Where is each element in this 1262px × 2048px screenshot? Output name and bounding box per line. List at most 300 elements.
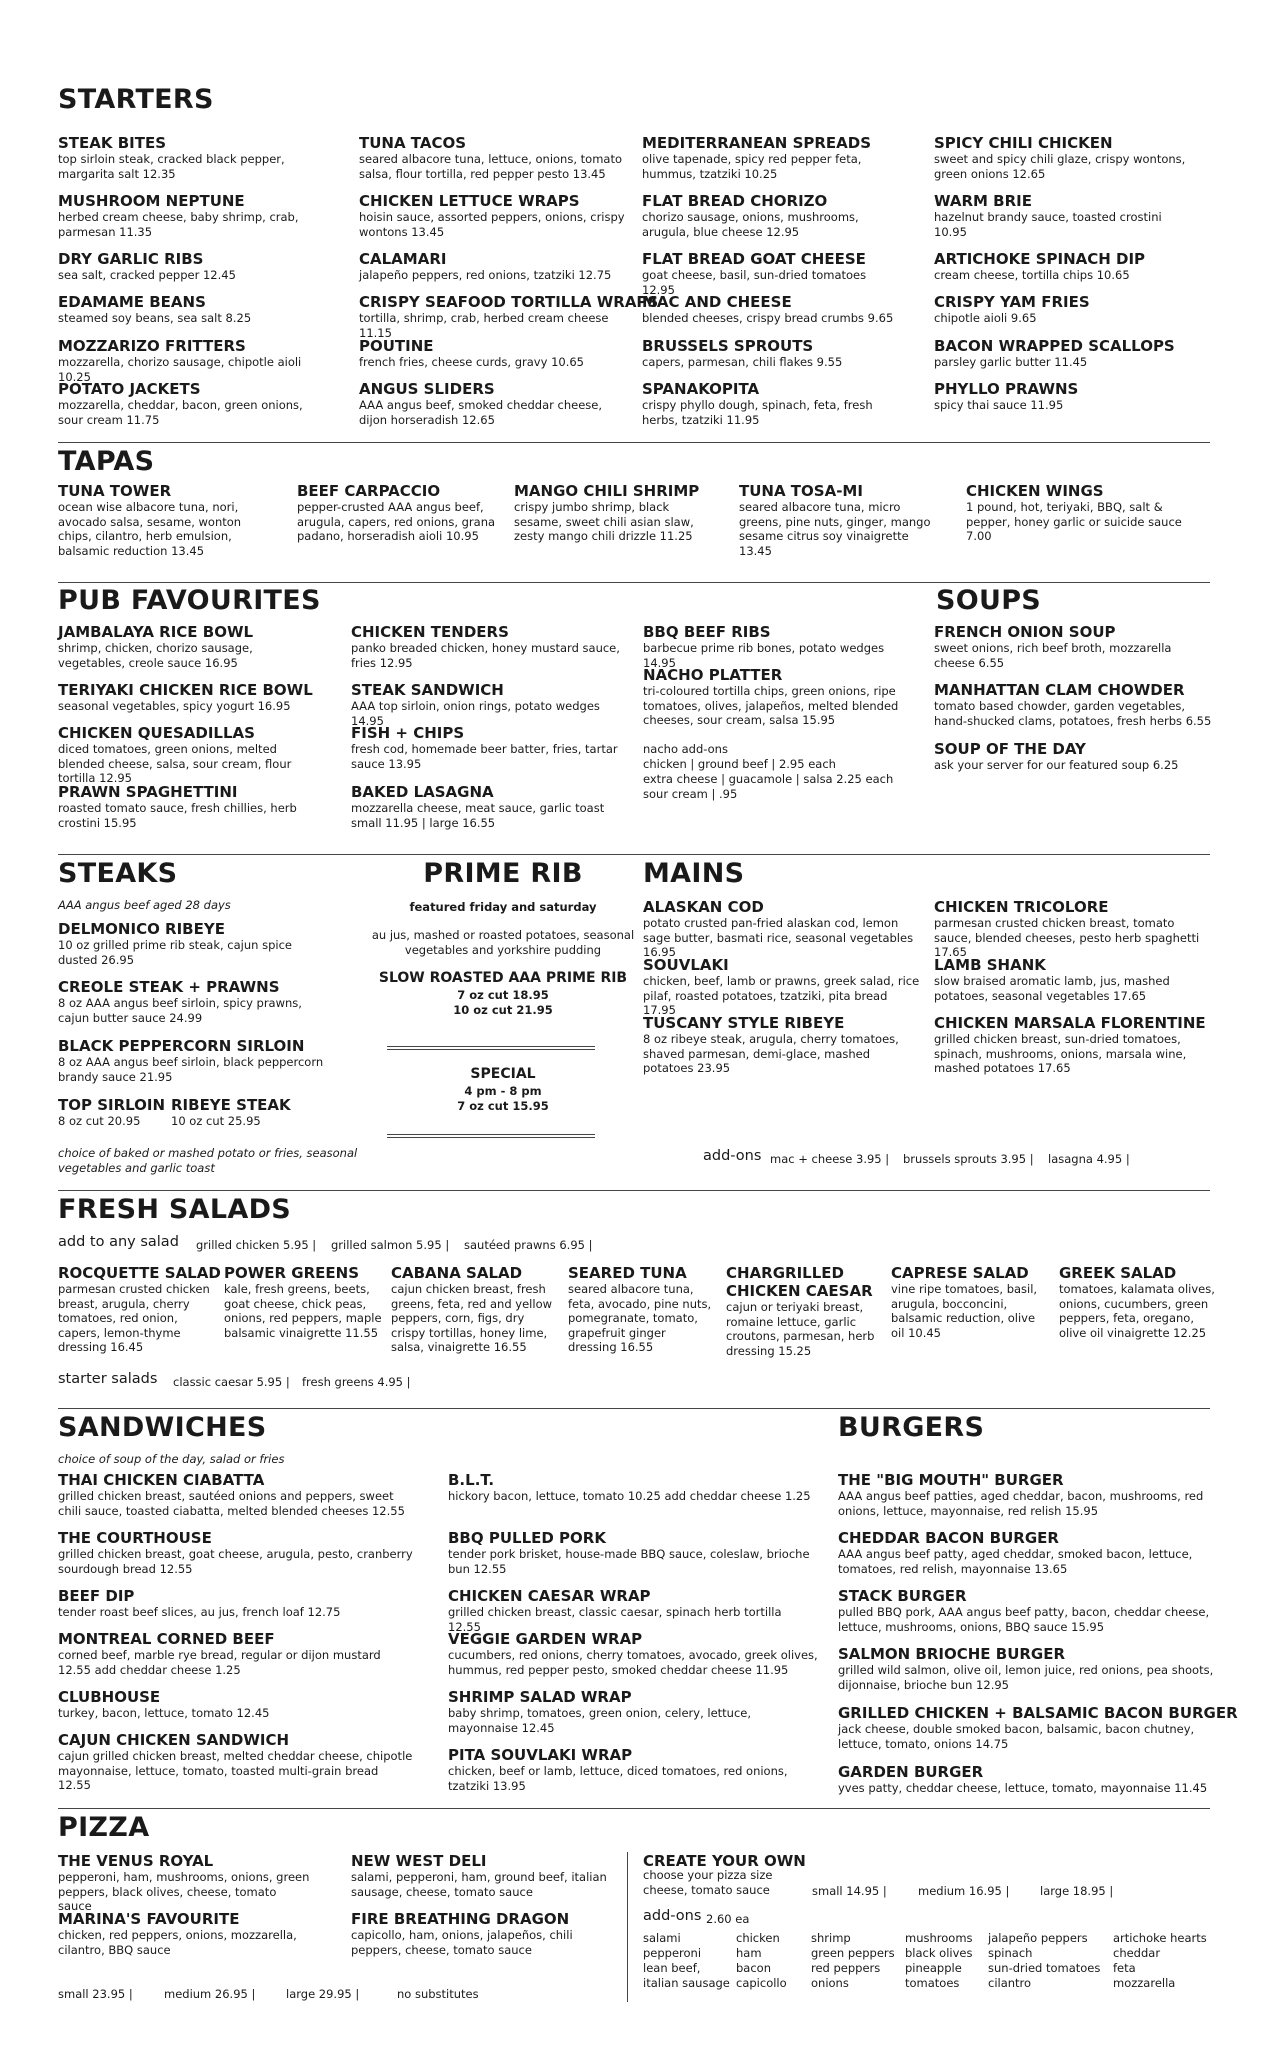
prime-rib-desc: au jus, mashed or roasted potatoes, seasonal vegetables and yorkshire pudding (371, 928, 635, 957)
main-item (934, 956, 1214, 1003)
starter-item (934, 337, 1189, 370)
item-description: sweet and spicy chili glaze, crispy wontons, green onions 12.65 (934, 152, 1186, 181)
item-name: SPICY CHILI CHICKEN (934, 134, 1113, 152)
salad-item (58, 1264, 221, 1355)
main-item (934, 898, 1214, 960)
main-item (643, 956, 923, 1018)
pizza-addons-label: add-ons (643, 1908, 702, 1924)
item-name: CREOLE STEAK + PRAWNS (58, 978, 280, 996)
main-item (934, 1014, 1214, 1076)
topping-item: tomatoes (905, 1976, 960, 1990)
salad-item (1059, 1264, 1219, 1340)
pizza-size-small: small 23.95 | (58, 1987, 133, 2001)
divider (58, 582, 1210, 583)
starter-item (359, 293, 659, 340)
starter-item (359, 134, 629, 181)
item-description: parmesan crusted chicken breast, tomato sauce, blended cheeses, pesto herb spaghetti 17.65 (934, 916, 1200, 959)
item-description: shrimp, chicken, chorizo sausage, vegetables, creole sauce 16.95 (58, 641, 253, 670)
prime-rib-cut: 7 oz cut 18.95 (457, 988, 549, 1002)
section-title-salads: FRESH SALADS (58, 1194, 292, 1225)
steak-item (58, 978, 328, 1025)
item-description: fresh cod, homemade beer batter, fries, tartar sauce 13.95 (351, 742, 618, 771)
topping-item: pepperoni (643, 1946, 702, 1960)
item-name: RIBEYE STEAK (171, 1096, 291, 1114)
pub-item (351, 724, 621, 771)
item-description: spicy thai sauce 11.95 (934, 398, 1064, 412)
item-description: parmesan crusted chicken breast, arugula, cherry tomatoes, red onion, capers, lemon-thyme dressing 16.45 (58, 1282, 210, 1354)
item-description: hoisin sauce, assorted peppers, onions, crispy wontons 13.45 (359, 210, 625, 239)
sandwich-item (448, 1471, 818, 1504)
item-description: french fries, cheese curds, gravy 10.65 (359, 355, 584, 369)
item-description: 8 oz AAA angus beef sirloin, black peppercorn brandy sauce 21.95 (58, 1055, 324, 1084)
topping-item: sun-dried tomatoes (988, 1961, 1101, 1975)
divider (58, 1408, 1210, 1409)
sandwich-item (58, 1688, 413, 1721)
main-item (643, 898, 923, 960)
item-name: BAKED LASAGNA (351, 783, 494, 801)
burger-item (838, 1763, 1218, 1796)
item-name: MUSHROOM NEPTUNE (58, 192, 245, 210)
item-description: cucumbers, red onions, cherry tomatoes, avocado, greek olives, hummus, red pepper pesto, smoked cheddar cheese 11.95 (448, 1648, 818, 1677)
item-description: tortilla, shrimp, crab, herbed cream cheese 11.15 (359, 311, 609, 340)
create-your-own-desc: choose your pizza size cheese, tomato sauce (643, 1868, 773, 1897)
item-description: tender pork brisket, house-made BBQ sauce, coleslaw, brioche bun 12.55 (448, 1547, 810, 1576)
item-name: CAJUN CHICKEN SANDWICH (58, 1731, 290, 1749)
item-description: cream cheese, tortilla chips 10.65 (934, 268, 1130, 282)
item-name: POTATO JACKETS (58, 380, 201, 398)
topping-item: onions (811, 1976, 849, 1990)
item-description: 10 oz cut 25.95 (171, 1114, 261, 1128)
item-description: slow braised aromatic lamb, jus, mashed potatoes, seasonal vegetables 17.65 (934, 974, 1170, 1003)
item-description: seared albacore tuna, feta, avocado, pine nuts, pomegranate, tomato, grapefruit ginger dressing 16.55 (568, 1282, 712, 1354)
addon-mac-cheese: mac + cheese 3.95 | (770, 1152, 890, 1166)
item-description: pepper-crusted AAA angus beef, arugula, capers, red onions, grana padano, horseradish aioli 10.95 (297, 500, 496, 543)
starter-salads-label: starter salads (58, 1371, 158, 1387)
prime-rib-title: SLOW ROASTED AAA PRIME RIB (378, 970, 628, 986)
topping-item: chicken (736, 1931, 780, 1945)
divider (387, 1134, 595, 1135)
starter-item (642, 337, 897, 370)
item-description: crispy jumbo shrimp, black sesame, sweet chili asian slaw, zesty mango chili drizzle 11.25 (514, 500, 694, 543)
create-your-own-title: CREATE YOUR OWN (643, 1852, 806, 1870)
item-name: CHICKEN MARSALA FLORENTINE (934, 1014, 1206, 1032)
item-description: barbecue prime rib bones, potato wedges 14.95 (643, 641, 885, 670)
tapas-item (514, 482, 719, 544)
item-description: ask your server for our featured soup 6.25 (934, 758, 1179, 772)
starter-item (934, 134, 1189, 181)
vertical-divider (627, 1852, 628, 2002)
sandwich-item (58, 1731, 413, 1793)
tapas-item (297, 482, 502, 544)
item-description: grilled chicken breast, goat cheese, arugula, pesto, cranberry sourdough bread 12.55 (58, 1547, 413, 1576)
steak-item (58, 1096, 178, 1129)
item-description: 8 oz AAA angus beef sirloin, spicy prawns, cajun butter sauce 24.99 (58, 996, 302, 1025)
section-title-soups: SOUPS (936, 585, 1042, 616)
item-name: DELMONICO RIBEYE (58, 920, 225, 938)
item-description: grilled chicken breast, classic caesar, spinach herb tortilla 12.55 (448, 1605, 782, 1634)
item-name: THE COURTHOUSE (58, 1529, 212, 1547)
topping-item: mushrooms (905, 1931, 973, 1945)
section-title-pizza: PIZZA (58, 1812, 150, 1843)
sandwich-item (58, 1630, 413, 1677)
pizza-size-medium: medium 26.95 | (164, 1987, 256, 2001)
topping-item: black olives (905, 1946, 973, 1960)
item-description: hazelnut brandy sauce, toasted crostini 10.95 (934, 210, 1162, 239)
starter-item (58, 380, 313, 427)
divider (387, 1137, 595, 1138)
steak-item (58, 920, 328, 967)
pizza-item (58, 1852, 313, 1914)
item-description: chicken, red peppers, onions, mozzarella, cilantro, BBQ sauce (58, 1928, 297, 1957)
tapas-item (739, 482, 944, 558)
salad-addon-salmon: grilled salmon 5.95 | (331, 1238, 450, 1252)
divider (58, 1190, 1210, 1191)
item-name: STACK BURGER (838, 1587, 967, 1605)
section-title-prime: PRIME RIB (423, 858, 583, 889)
pub-item (643, 666, 918, 728)
item-description: cajun grilled chicken breast, melted cheddar cheese, chipotle mayonnaise, lettuce, tomato, toasted multi-grain bread 12.55 (58, 1749, 413, 1792)
item-name: ROCQUETTE SALAD (58, 1264, 221, 1282)
steak-item (58, 1037, 328, 1084)
item-name: GRILLED CHICKEN + BALSAMIC BACON BURGER (838, 1704, 1238, 1722)
item-description: diced tomatoes, green onions, melted blended cheese, salsa, sour cream, flour tortilla 12.95 (58, 742, 292, 785)
starter-item (934, 380, 1189, 413)
pizza-size-large: large 29.95 | (286, 1987, 360, 2001)
tapas-item (966, 482, 1206, 544)
item-name: WARM BRIE (934, 192, 1032, 210)
item-description: capers, parmesan, chili flakes 9.55 (642, 355, 843, 369)
starter-item (58, 337, 313, 384)
starter-item (58, 293, 313, 326)
item-description: grilled wild salmon, olive oil, lemon juice, red onions, pea shoots, dijonnaise, brioche bun 12.95 (838, 1663, 1214, 1692)
burger-item (838, 1587, 1218, 1634)
item-name: TUNA TACOS (359, 134, 467, 152)
item-description: jalapeño peppers, red onions, tzatziki 12.75 (359, 268, 612, 282)
item-name: NEW WEST DELI (351, 1852, 487, 1870)
item-name: FRENCH ONION SOUP (934, 623, 1116, 641)
item-name: CHICKEN TENDERS (351, 623, 509, 641)
item-description: cajun or teriyaki breast, romaine lettuce, garlic croutons, parmesan, herb dressing 15.25 (726, 1300, 875, 1358)
item-description: capicollo, ham, onions, jalapeños, chili peppers, cheese, tomato sauce (351, 1928, 573, 1957)
topping-item: mozzarella (1113, 1976, 1176, 1990)
special-title: SPECIAL (470, 1066, 536, 1082)
sandwich-item (448, 1746, 818, 1793)
section-title-mains: MAINS (643, 858, 745, 889)
item-name: BBQ BEEF RIBS (643, 623, 771, 641)
item-description: mozzarella, chorizo sausage, chipotle aioli 10.25 (58, 355, 302, 384)
item-description: cajun chicken breast, fresh greens, feta, red and yellow peppers, corn, figs, dry crispy tortillas, honey lime, salsa, vinaigrette 16.55 (391, 1282, 553, 1354)
item-name: LAMB SHANK (934, 956, 1046, 974)
salad-addon-chicken: grilled chicken 5.95 | (196, 1238, 317, 1252)
soup-item (934, 740, 1214, 773)
sandwich-item (58, 1529, 413, 1576)
salad-item (726, 1264, 886, 1358)
item-description: salami, pepperoni, ham, ground beef, italian sausage, cheese, tomato sauce (351, 1870, 607, 1899)
item-name: MAC AND CHEESE (642, 293, 792, 311)
sandwich-item (58, 1471, 413, 1518)
item-name: MEDITERRANEAN SPREADS (642, 134, 872, 152)
item-description: pulled BBQ pork, AAA angus beef patty, bacon, cheddar cheese, lettuce, mushrooms, onions, BBQ sauce 15.95 (838, 1605, 1210, 1634)
item-name: CHICKEN TRICOLORE (934, 898, 1109, 916)
item-name: CHICKEN CAESAR WRAP (448, 1587, 651, 1605)
addon-lasagna: lasagna 4.95 | (1048, 1152, 1130, 1166)
starter-item (642, 192, 897, 239)
pub-item (351, 681, 621, 728)
item-name: FLAT BREAD CHORIZO (642, 192, 828, 210)
item-description: parsley garlic butter 11.45 (934, 355, 1088, 369)
item-description: kale, fresh greens, beets, goat cheese, chick peas, onions, red peppers, maple balsamic vinaigrette 11.55 (224, 1282, 382, 1340)
pub-item (351, 623, 621, 670)
salad-item (568, 1264, 718, 1355)
special-cut: 7 oz cut 15.95 (457, 1099, 549, 1113)
item-description: mozzarella, cheddar, bacon, green onions, sour cream 11.75 (58, 398, 303, 427)
item-name: FLAT BREAD GOAT CHEESE (642, 250, 866, 268)
item-name: GREEK SALAD (1059, 1264, 1177, 1282)
starter-item (359, 337, 629, 370)
starter-item (58, 250, 313, 283)
item-description: tri-coloured tortilla chips, green onions, ripe tomatoes, olives, jalapeños, melted blended cheeses, sour cream, salsa 15.95 (643, 684, 899, 727)
item-name: PRAWN SPAGHETTINI (58, 783, 238, 801)
item-name: MANHATTAN CLAM CHOWDER (934, 681, 1185, 699)
item-name: PITA SOUVLAKI WRAP (448, 1746, 633, 1764)
pizza-build-large: large 18.95 | (1040, 1884, 1114, 1898)
section-title-sandwiches: SANDWICHES (58, 1412, 267, 1443)
tapas-item (58, 482, 263, 558)
item-description: blended cheeses, crispy bread crumbs 9.65 (642, 311, 894, 325)
divider (58, 442, 1210, 443)
addons-label: add-ons (703, 1148, 762, 1164)
sandwich-item (448, 1587, 818, 1634)
topping-item: bacon (736, 1961, 771, 1975)
pub-item (58, 623, 323, 670)
starter-item (359, 192, 629, 239)
item-name: FISH + CHIPS (351, 724, 465, 742)
burger-item (838, 1645, 1218, 1692)
divider (387, 1049, 595, 1050)
item-description: vine ripe tomatoes, basil, arugula, bocconcini, balsamic reduction, olive oil 10.45 (891, 1282, 1038, 1340)
item-name: TUSCANY STYLE RIBEYE (643, 1014, 845, 1032)
item-name: ALASKAN COD (643, 898, 764, 916)
item-name: TUNA TOSA-MI (739, 482, 863, 500)
item-name: SHRIMP SALAD WRAP (448, 1688, 632, 1706)
item-name: TOP SIRLOIN (58, 1096, 166, 1114)
addon-brussels: brussels sprouts 3.95 | (903, 1152, 1034, 1166)
item-name: CHEDDAR BACON BURGER (838, 1529, 1059, 1547)
starter-item (58, 192, 313, 239)
item-name: CHICKEN QUESADILLAS (58, 724, 255, 742)
item-description: herbed cream cheese, baby shrimp, crab, parmesan 11.35 (58, 210, 299, 239)
nacho-addon-line: chicken | ground beef | 2.95 each (643, 757, 836, 771)
starter-salad-caesar: classic caesar 5.95 | (173, 1375, 290, 1389)
salad-item (391, 1264, 556, 1355)
topping-item: capicollo (736, 1976, 787, 1990)
item-name: FIRE BREATHING DRAGON (351, 1910, 570, 1928)
topping-item: cilantro (988, 1976, 1032, 1990)
salad-addons-label: add to any salad (58, 1234, 179, 1250)
topping-item: salami (643, 1931, 681, 1945)
item-name: CLUBHOUSE (58, 1688, 161, 1706)
topping-item: feta (1113, 1961, 1136, 1975)
item-description: corned beef, marble rye bread, regular or dijon mustard 12.55 add cheddar cheese 1.25 (58, 1648, 381, 1677)
pub-item (58, 681, 323, 714)
item-description: tender roast beef slices, au jus, french loaf 12.75 (58, 1605, 341, 1619)
item-description: tomato based chowder, garden vegetables, hand-shucked clams, potatoes, fresh herbs 6.55 (934, 699, 1212, 728)
item-description: chicken, beef, lamb or prawns, greek salad, rice pilaf, roasted potatoes, tzatziki, pita bread 17.95 (643, 974, 920, 1017)
sandwich-item (58, 1587, 413, 1620)
pizza-no-substitutes: no substitutes (397, 1987, 479, 2001)
pizza-item (351, 1852, 626, 1899)
item-description: crispy phyllo dough, spinach, feta, fresh herbs, tzatziki 11.95 (642, 398, 873, 427)
pub-item (351, 783, 621, 830)
item-name: NACHO PLATTER (643, 666, 783, 684)
topping-item: artichoke hearts (1113, 1931, 1207, 1945)
pizza-build-medium: medium 16.95 | (918, 1884, 1010, 1898)
item-name: EDAMAME BEANS (58, 293, 206, 311)
pizza-item (58, 1910, 313, 1957)
item-name: CHICKEN LETTUCE WRAPS (359, 192, 580, 210)
main-item (643, 1014, 923, 1076)
burger-item (838, 1529, 1218, 1576)
topping-item: lean beef, (643, 1961, 701, 1975)
item-name: CALAMARI (359, 250, 447, 268)
item-name: ARTICHOKE SPINACH DIP (934, 250, 1146, 268)
item-description: potato crusted pan-fried alaskan cod, lemon sage butter, basmati rice, seasonal vegetables 16.95 (643, 916, 914, 959)
topping-item: spinach (988, 1946, 1033, 1960)
item-description: 8 oz ribeye steak, arugula, cherry tomatoes, shaved parmesan, demi-glace, mashed potatoes 23.95 (643, 1032, 899, 1075)
item-description: chicken, beef or lamb, lettuce, diced tomatoes, red onions, tzatziki 13.95 (448, 1764, 788, 1793)
nacho-addon-line: extra cheese | guacamole | salsa 2.25 each (643, 772, 894, 786)
divider (58, 854, 1210, 855)
item-name: TUNA TOWER (58, 482, 172, 500)
topping-item: red peppers (811, 1961, 881, 1975)
item-description: seasonal vegetables, spicy yogurt 16.95 (58, 699, 291, 713)
item-description: AAA top sirloin, onion rings, potato wedges 14.95 (351, 699, 600, 728)
item-description: sea salt, cracked pepper 12.45 (58, 268, 236, 282)
section-title-tapas: TAPAS (58, 446, 155, 477)
item-name: POWER GREENS (224, 1264, 360, 1282)
nacho-addon-line: sour cream | .95 (643, 787, 738, 801)
sandwich-item (448, 1630, 818, 1677)
item-name: MARINA'S FAVOURITE (58, 1910, 240, 1928)
item-description: chipotle aioli 9.65 (934, 311, 1037, 325)
pub-item (58, 724, 323, 786)
pizza-item (351, 1910, 626, 1957)
burger-item (838, 1471, 1218, 1518)
soup-item (934, 623, 1214, 670)
item-description: olive tapenade, spicy red pepper feta, hummus, tzatziki 10.25 (642, 152, 862, 181)
item-name: POUTINE (359, 337, 434, 355)
section-title-steaks: STEAKS (58, 858, 178, 889)
starter-item (934, 293, 1189, 326)
item-name: BRUSSELS SPROUTS (642, 337, 814, 355)
item-name: ANGUS SLIDERS (359, 380, 495, 398)
topping-item: cheddar (1113, 1946, 1161, 1960)
soup-item (934, 681, 1214, 728)
sandwich-item (448, 1529, 818, 1576)
sandwiches-note: choice of soup of the day, salad or fries (58, 1452, 285, 1466)
salad-addon-prawns: sautéed prawns 6.95 | (464, 1238, 593, 1252)
item-description: goat cheese, basil, sun-dried tomatoes 12.95 (642, 268, 867, 297)
item-description: grilled chicken breast, sun-dried tomatoes, spinach, mushrooms, onions, marsala wine, mashed potatoes 17.65 (934, 1032, 1187, 1075)
steaks-footer: choice of baked or mashed potato or fries, seasonal vegetables and garlic toast (58, 1146, 358, 1175)
item-name: GARDEN BURGER (838, 1763, 984, 1781)
item-name: B.L.T. (448, 1471, 495, 1489)
item-name: THE VENUS ROYAL (58, 1852, 214, 1870)
starter-item (359, 250, 629, 283)
starter-item (934, 250, 1189, 283)
starter-item (58, 134, 313, 181)
topping-item: jalapeño peppers (988, 1931, 1088, 1945)
topping-item: green peppers (811, 1946, 895, 1960)
item-name: CABANA SALAD (391, 1264, 523, 1282)
burger-item (838, 1704, 1238, 1751)
nacho-addon-line: nacho add-ons (643, 742, 728, 756)
special-time: 4 pm - 8 pm (464, 1084, 542, 1098)
item-name: CRISPY YAM FRIES (934, 293, 1090, 311)
item-name: THAI CHICKEN CIABATTA (58, 1471, 265, 1489)
item-description: seared albacore tuna, lettuce, onions, tomato salsa, flour tortilla, red pepper pesto 13.45 (359, 152, 622, 181)
item-description: baby shrimp, tomatoes, green onion, celery, lettuce, mayonnaise 12.45 (448, 1706, 752, 1735)
item-description: tomatoes, kalamata olives, onions, cucumbers, green peppers, feta, oregano, olive oil vinaigrette 12.25 (1059, 1282, 1215, 1340)
topping-item: shrimp (811, 1931, 851, 1945)
section-title-burgers: BURGERS (838, 1412, 985, 1443)
prime-rib-featured: featured friday and saturday (409, 900, 597, 914)
starter-item (359, 380, 629, 427)
item-name: CHICKEN WINGS (966, 482, 1104, 500)
starter-item (642, 250, 897, 297)
item-name: CHARGRILLED CHICKEN CAESAR (726, 1264, 873, 1300)
item-description: yves patty, cheddar cheese, lettuce, tomato, mayonnaise 11.45 (838, 1781, 1208, 1795)
item-name: SALMON BRIOCHE BURGER (838, 1645, 1066, 1663)
item-name: SEARED TUNA (568, 1264, 687, 1282)
divider (58, 1808, 1210, 1809)
pub-item (643, 623, 918, 670)
item-name: SOUVLAKI (643, 956, 729, 974)
starter-salad-greens: fresh greens 4.95 | (302, 1375, 411, 1389)
topping-item: italian sausage (643, 1976, 730, 1990)
item-description: 1 pound, hot, teriyaki, BBQ, salt & pepper, honey garlic or suicide sauce 7.00 (966, 500, 1182, 543)
pub-item (58, 783, 323, 830)
item-name: MONTREAL CORNED BEEF (58, 1630, 275, 1648)
item-name: THE "BIG MOUTH" BURGER (838, 1471, 1064, 1489)
item-description: top sirloin steak, cracked black pepper, margarita salt 12.35 (58, 152, 285, 181)
item-description: sweet onions, rich beef broth, mozzarella cheese 6.55 (934, 641, 1172, 670)
pizza-build-small: small 14.95 | (812, 1884, 887, 1898)
item-description: AAA angus beef patty, aged cheddar, smoked bacon, lettuce, tomatoes, red relish, mayonnaise 13.65 (838, 1547, 1193, 1576)
item-name: STEAK SANDWICH (351, 681, 504, 699)
item-description: AAA angus beef patties, aged cheddar, bacon, mushrooms, red onions, lettuce, mayonnaise, red relish 15.95 (838, 1489, 1204, 1518)
starter-item (642, 134, 897, 181)
item-name: BEEF DIP (58, 1587, 135, 1605)
starter-item (642, 293, 897, 326)
item-name: SOUP OF THE DAY (934, 740, 1086, 758)
item-name: SPANAKOPITA (642, 380, 760, 398)
item-description: roasted tomato sauce, fresh chillies, herb crostini 15.95 (58, 801, 297, 830)
prime-rib-cut: 10 oz cut 21.95 (453, 1003, 553, 1017)
item-name: CRISPY SEAFOOD TORTILLA WRAPS (359, 293, 659, 311)
section-title-starters: STARTERS (58, 84, 214, 115)
starter-item (642, 380, 897, 427)
item-name: VEGGIE GARDEN WRAP (448, 1630, 643, 1648)
item-description: chorizo sausage, onions, mushrooms, arugula, blue cheese 12.95 (642, 210, 859, 239)
starter-item (934, 192, 1189, 239)
topping-item: ham (736, 1946, 762, 1960)
section-title-pub: PUB FAVOURITES (58, 585, 321, 616)
salad-item (891, 1264, 1051, 1340)
item-name: BACON WRAPPED SCALLOPS (934, 337, 1175, 355)
item-name: MOZZARIZO FRITTERS (58, 337, 246, 355)
item-description: 10 oz grilled prime rib steak, cajun spice dusted 26.95 (58, 938, 292, 967)
